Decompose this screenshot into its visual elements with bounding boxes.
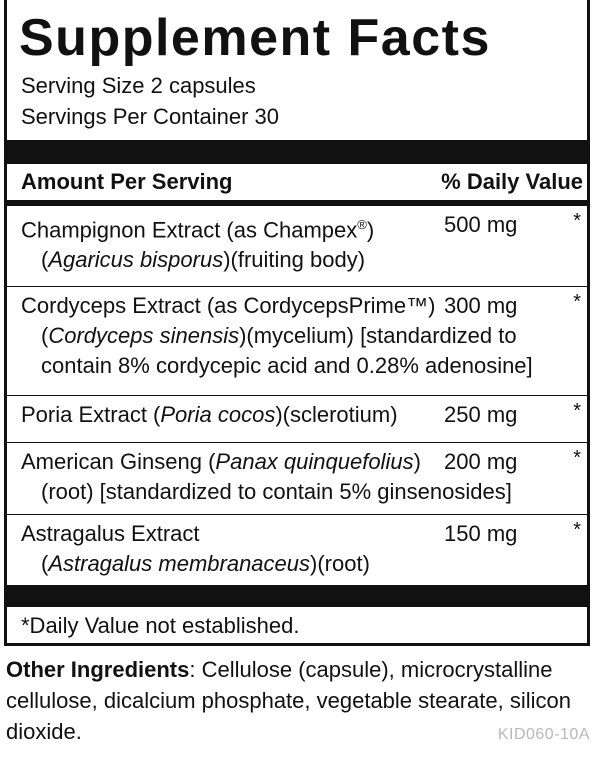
ingredient-name	[21, 400, 398, 430]
ingredient-name-line	[21, 245, 374, 275]
daily-value-footnote: *Daily Value not established.	[21, 613, 300, 638]
ingredient-text: )(sclerotium)	[275, 402, 398, 427]
ingredient-amount: 200 mg	[444, 449, 518, 474]
ingredient-row	[7, 206, 587, 286]
ingredient-text: contain 8% cordycepic acid and 0.28% adenosine]	[41, 353, 533, 378]
daily-value-asterisk: *	[573, 291, 581, 313]
ingredient-row	[7, 395, 587, 443]
ingredient-amount: 150 mg	[444, 521, 518, 546]
ingredient-text: (	[41, 323, 49, 348]
thick-divider-bottom	[7, 585, 587, 607]
daily-value-asterisk: *	[573, 400, 581, 422]
ingredient-text: )(root)	[310, 551, 370, 576]
ingredient-text: )(mycelium) [standardized to	[239, 323, 517, 348]
latin-name: Poria cocos	[160, 402, 276, 427]
thick-divider-top	[7, 140, 587, 164]
ingredient-name	[21, 447, 512, 507]
ingredient-name-line	[21, 321, 533, 351]
latin-name: Panax quinquefolius	[215, 449, 414, 474]
ingredient-text: Champignon Extract (as Champex	[21, 217, 358, 243]
ingredient-name	[21, 210, 374, 275]
daily-value-asterisk: *	[573, 519, 581, 541]
other-ingredients-label: Other Ingredients	[6, 657, 190, 682]
ingredient-name	[21, 519, 370, 579]
ingredient-text: )	[366, 217, 375, 243]
ingredient-row	[7, 514, 587, 586]
ingredient-text: )(fruiting body)	[223, 247, 366, 273]
ingredient-name-line	[21, 447, 512, 477]
ingredient-text: American Ginseng (	[21, 449, 216, 474]
ingredient-amount: 500 mg	[444, 212, 518, 237]
panel-title: Supplement Facts	[19, 9, 491, 67]
ingredient-text: Cordyceps Extract (as CordycepsPrime™)	[21, 293, 436, 318]
ingredient-name-line	[21, 549, 370, 579]
ingredient-text: )	[413, 449, 421, 474]
ingredient-text: (	[41, 551, 49, 576]
ingredient-name-line	[21, 519, 370, 549]
ingredient-name-line	[21, 477, 512, 507]
daily-value-asterisk: *	[573, 447, 581, 469]
ingredient-text: Poria Extract (	[21, 402, 161, 427]
ingredient-amount: 250 mg	[444, 402, 518, 427]
servings-per-container: Servings Per Container 30	[21, 104, 280, 129]
ingredient-amount: 300 mg	[444, 293, 518, 318]
registered-mark: ®	[357, 217, 367, 232]
latin-name: Agaricus bisporus	[48, 247, 224, 273]
daily-value-header: % Daily Value	[441, 169, 583, 194]
latin-name: Cordyceps sinensis	[48, 323, 240, 348]
ingredient-text: (	[41, 247, 49, 273]
ingredient-row	[7, 286, 587, 396]
ingredient-text: (root) [standardized to contain 5% ginsenosides]	[41, 479, 512, 504]
ingredient-name-line	[21, 210, 374, 245]
latin-name: Astragalus membranaceus	[48, 551, 311, 576]
serving-size: Serving Size 2 capsules	[21, 73, 256, 98]
other-ingredients-text: : Cellulose (capsule), microcrystalline cellulose, dicalcium phosphate, vegetable stearate, silicon dioxide.	[6, 657, 571, 744]
product-code: KID060-10A	[497, 726, 590, 743]
ingredient-row	[7, 442, 587, 515]
daily-value-asterisk: *	[573, 210, 581, 232]
ingredient-name-line	[21, 351, 533, 381]
ingredient-name-line	[21, 400, 398, 430]
supplement-facts-panel	[4, 0, 590, 646]
amount-per-serving-header: Amount Per Serving	[21, 169, 233, 194]
ingredient-text: Astragalus Extract	[21, 521, 200, 546]
